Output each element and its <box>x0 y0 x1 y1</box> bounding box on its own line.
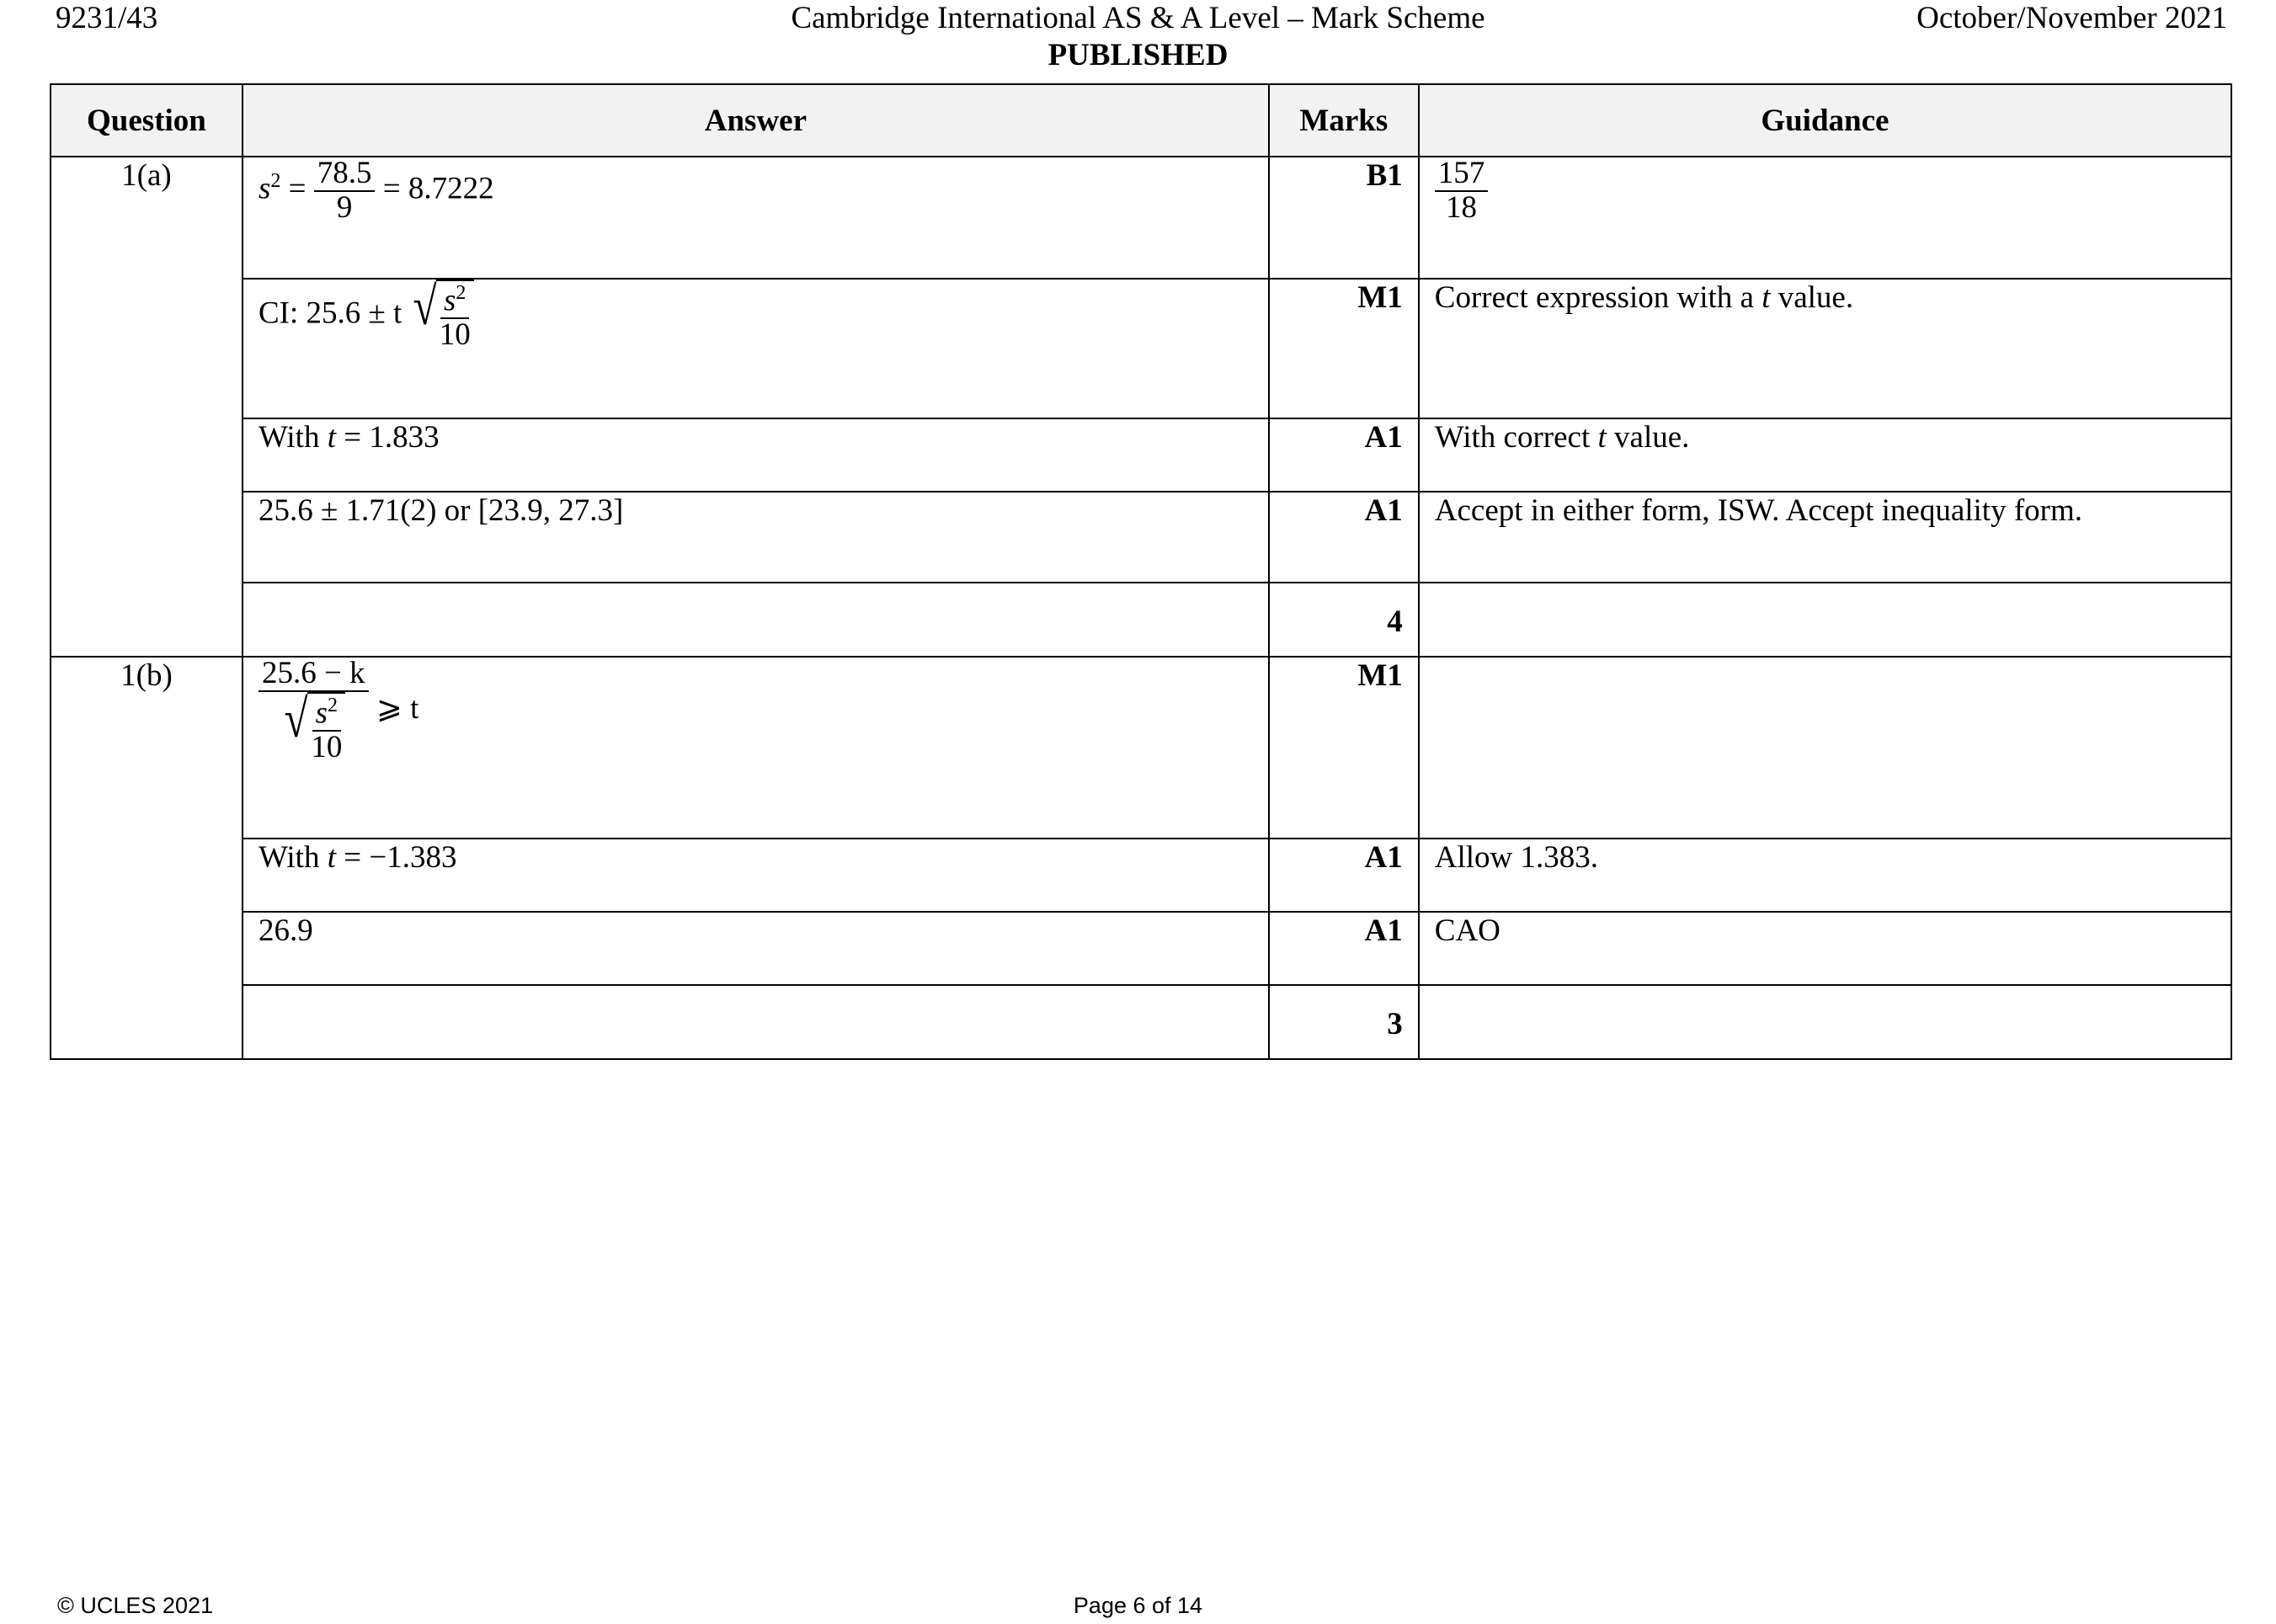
fraction <box>314 157 376 225</box>
marks-cell: B1 <box>1269 157 1419 279</box>
table-row <box>51 912 2231 985</box>
table-row <box>51 279 2231 418</box>
variable-s: s <box>443 283 456 318</box>
page-number: Page 6 of 14 <box>1073 1593 1203 1618</box>
guidance-cell <box>1419 157 2231 279</box>
answer-cell: With t = 1.833 <box>243 418 1269 492</box>
answer-cell <box>243 276 1269 418</box>
denominator: 10 <box>439 317 471 353</box>
published-label: PUBLISHED <box>1047 38 1229 72</box>
denominator: 18 <box>1446 189 1478 225</box>
answer-cell: $s^2$ = $\frac{78.5}{9}$ = 8.7222 <box>243 157 1269 279</box>
copyright: © UCLES 2021 <box>57 1593 213 1618</box>
fraction: $\frac{s^2}{10}$ <box>436 283 474 352</box>
table-row <box>51 657 2231 839</box>
guidance-cell: Allow 1.383. <box>1419 839 2231 912</box>
paper-code: 9231/43 <box>56 1 158 35</box>
marks-cell: M1 <box>1269 279 1419 418</box>
header-guidance: Guidance <box>1419 84 2231 157</box>
total-marks: 4 <box>1269 583 1419 657</box>
table-header-row <box>51 84 2231 157</box>
total-row <box>51 583 2231 657</box>
exam-session: October/November 2021 <box>1916 1 2227 35</box>
guidance-cell <box>1419 985 2231 1059</box>
table-row <box>51 492 2231 583</box>
total-marks: 3 <box>1269 985 1419 1059</box>
marks-cell: A1 <box>1269 839 1419 912</box>
marks-cell: A1 <box>1269 492 1419 583</box>
answer-cell <box>243 985 1269 1059</box>
square-root: √ $\frac{s^2}{10}$ <box>410 280 474 352</box>
answer-cell <box>243 657 1269 839</box>
table-row <box>51 157 2231 279</box>
guidance-cell: Accept in either form, ISW. Accept inequality form. <box>1419 492 2231 583</box>
equals-sign: = <box>288 171 306 206</box>
variable-s: s <box>315 695 328 731</box>
header-answer: Answer <box>243 84 1269 157</box>
table-row <box>51 418 2231 492</box>
question-label: 1(a) <box>51 157 243 657</box>
table-row <box>51 839 2231 912</box>
mark-scheme-table <box>50 83 2232 1060</box>
answer-cell: 26.9 <box>243 912 1269 985</box>
marks-cell: A1 <box>1269 418 1419 492</box>
ci-prefix: CI: 25.6 ± t <box>258 296 402 331</box>
title-text: Cambridge International AS & A Level – Mark Scheme <box>791 1 1485 35</box>
guidance-cell <box>1419 657 2231 839</box>
variable-s: s <box>258 171 271 206</box>
marks-cell: A1 <box>1269 912 1419 985</box>
numerator: 78.5 <box>314 157 376 192</box>
fraction <box>259 658 369 764</box>
answer-cell <box>243 583 1269 657</box>
answer-cell: With t = −1.383 <box>243 839 1269 912</box>
answer-cell: 25.6 ± 1.71(2) or [23.9, 27.3] <box>243 492 1269 583</box>
guidance-cell: Correct expression with a t value. <box>1419 279 2231 418</box>
total-row <box>51 985 2231 1059</box>
question-label: 1(b) <box>51 657 243 1059</box>
result: = 8.7222 <box>382 171 494 206</box>
header-question: Question <box>51 84 243 157</box>
guidance-cell <box>1419 583 2231 657</box>
denominator: 9 <box>336 189 353 225</box>
square-root: √ $\frac{s^2}{10}$ <box>281 692 345 764</box>
numerator: 25.6 − k <box>259 658 369 692</box>
header-marks: Marks <box>1269 84 1419 157</box>
guidance-fraction <box>1435 157 1489 225</box>
guidance-cell: CAO <box>1419 912 2231 985</box>
denominator: 10 <box>311 730 343 765</box>
inequality: ⩾ t <box>376 690 419 726</box>
numerator: 157 <box>1435 157 1489 192</box>
marks-cell: M1 <box>1269 657 1419 839</box>
guidance-cell: With correct t value. <box>1419 418 2231 492</box>
